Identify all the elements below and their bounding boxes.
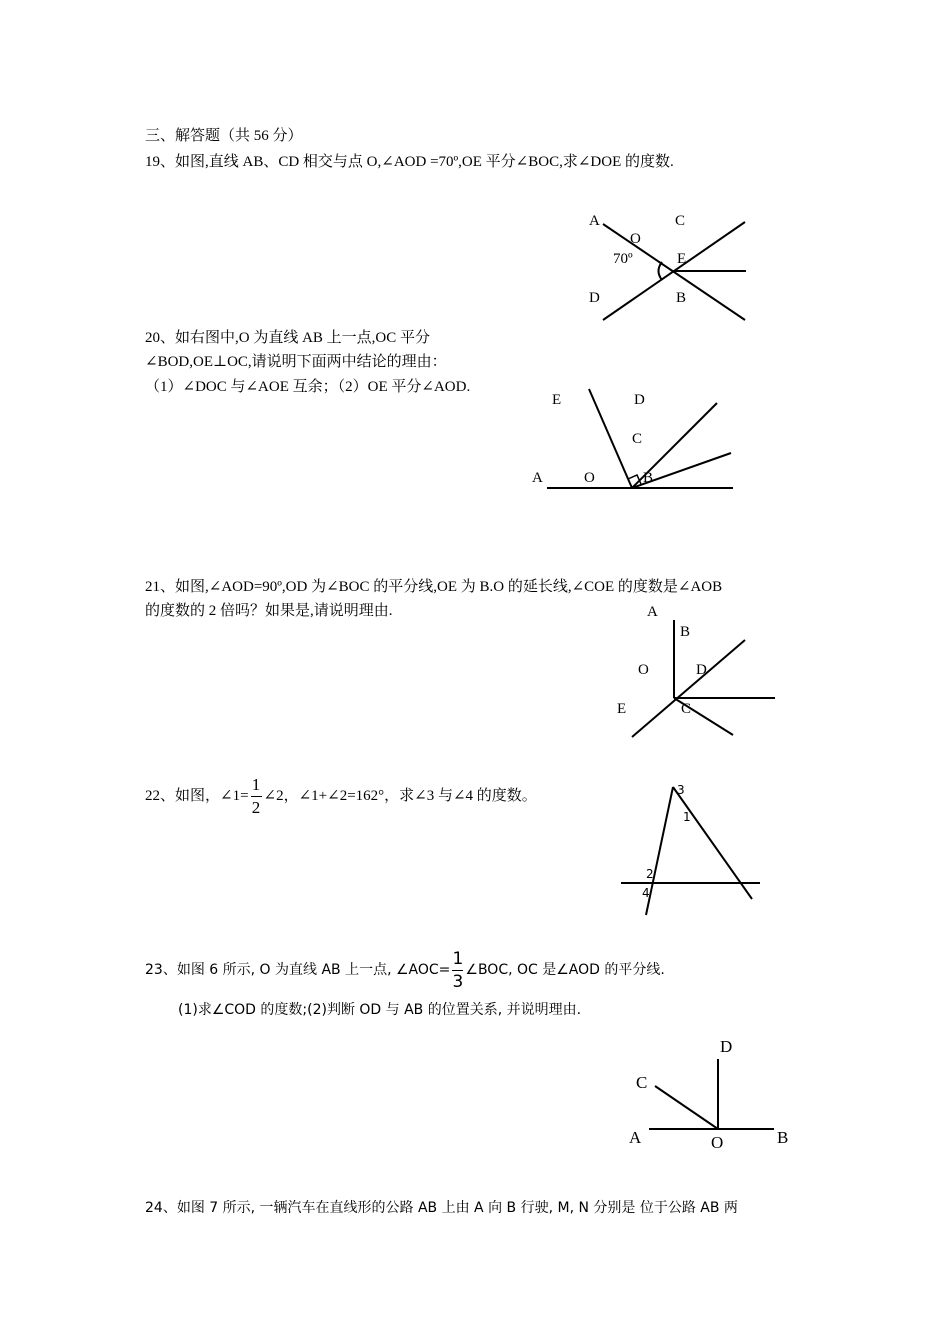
fig19-label-a: A <box>589 213 600 229</box>
fig19-label-o: O <box>630 231 641 247</box>
question-20-line2: ∠BOD,OE⊥OC,请说明下面两中结论的理由： <box>145 354 447 370</box>
question-21-line2: 的度数的 2 倍吗？如果是,请说明理由. <box>145 603 393 619</box>
fig20-label-c: C <box>632 431 643 447</box>
fig20-label-b: B <box>643 470 654 486</box>
fig20-label-d: D <box>634 392 645 408</box>
q22-frac-num: 1 <box>251 775 261 795</box>
q23-frac-num: 1 <box>452 948 464 969</box>
fig19-label-b: B <box>676 290 687 306</box>
fig19-label-e: E <box>677 251 687 267</box>
fig19-label-c: C <box>675 213 686 229</box>
fig21-label-d: D <box>696 662 707 678</box>
fig21-label-b: B <box>680 624 691 640</box>
fig21-label-e: E <box>617 701 627 717</box>
q22-suffix: ∠2，∠1+∠2=162°，求∠3 与∠4 的度数。 <box>263 788 537 804</box>
fig20-label-a: A <box>532 470 543 486</box>
question-20-line3: （1）∠DOC 与∠AOE 互余；（2）OE 平分∠AOD. <box>145 379 471 395</box>
fig20-label-e: E <box>552 392 562 408</box>
question-23-line2: (1)求∠COD 的度数;(2)判断 OD 与 AB 的位置关系, 并说明理由. <box>178 1002 582 1018</box>
fig23-label-o: O <box>711 1133 724 1152</box>
q23-prefix: 23、如图 6 所示, O 为直线 AB 上一点, ∠AOC= <box>145 962 451 978</box>
fig23-label-a: A <box>629 1128 642 1147</box>
fig21-label-a: A <box>647 604 658 620</box>
fig22-label-2: 2 <box>646 867 654 881</box>
q22-prefix: 22、如图，∠1= <box>145 788 249 804</box>
question-21-line1: 21、如图,∠AOD=90º,OD 为∠BOC 的平分线,OE 为 B.O 的延长线,∠COE 的度数是∠AOB <box>145 579 723 595</box>
fig23-label-b: B <box>777 1128 789 1147</box>
fig20-label-o: O <box>584 470 595 486</box>
fig23-label-c: C <box>636 1073 648 1092</box>
q22-frac-den: 2 <box>251 798 261 818</box>
fig22-label-4: 4 <box>642 886 650 900</box>
fig21-label-o: O <box>638 662 649 678</box>
fig22-label-3: 3 <box>677 783 685 797</box>
fig23-ray-oc <box>655 1086 718 1129</box>
q23-suffix: ∠BOC, OC 是∠AOD 的平分线. <box>465 962 665 978</box>
fig19-label-angle: 70º <box>613 251 633 267</box>
question-24-text: 24、如图 7 所示, 一辆汽车在直线形的公路 AB 上由 A 向 B 行驶, M, N 分别是 位于公路 AB 两 <box>145 1200 738 1216</box>
fig22-label-1: 1 <box>683 810 691 824</box>
q23-frac-den: 3 <box>452 971 464 992</box>
question-20-line1: 20、如右图中,O 为直线 AB 上一点,OC 平分 <box>145 330 431 346</box>
question-19-text: 19、如图,直线 AB、CD 相交与点 O,∠AOD =70º,OE 平分∠BOC,求∠DOE 的度数. <box>145 154 674 170</box>
fig21-label-c: C <box>681 701 692 717</box>
fig23-label-d: D <box>720 1037 733 1056</box>
section-title: 三、解答题（共 56 分） <box>145 128 303 144</box>
fig19-label-d: D <box>589 290 600 306</box>
